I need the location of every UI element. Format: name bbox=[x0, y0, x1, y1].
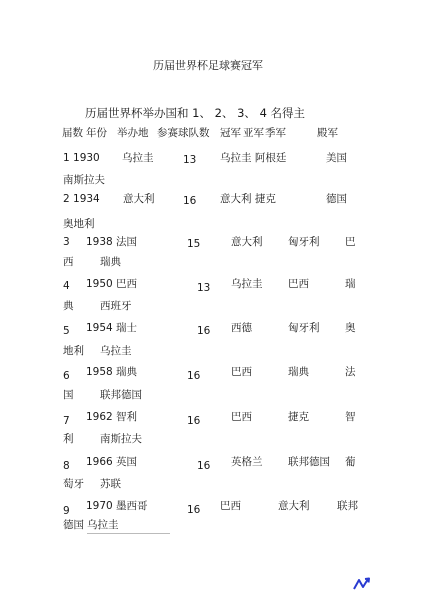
row-runner-up: 意大利 bbox=[278, 500, 310, 512]
row-continuation: 南斯拉夫 bbox=[63, 174, 105, 186]
row-year-host: 1966 英国 bbox=[86, 456, 138, 468]
row-third-part: 法 bbox=[345, 366, 356, 378]
row-edition: 4 bbox=[63, 280, 70, 292]
row-host: 意大利 bbox=[123, 193, 155, 205]
row-third: 美国 bbox=[326, 152, 347, 164]
text-underline bbox=[87, 533, 170, 534]
row-third-part: 联邦 bbox=[337, 500, 358, 512]
row-edition: 3 bbox=[63, 236, 70, 248]
row-continuation: 奥地利 bbox=[63, 218, 95, 230]
document-title: 历届世界杯足球赛冠军 bbox=[153, 59, 263, 72]
row-fourth: 苏联 bbox=[100, 478, 121, 490]
document-subtitle: 历届世界杯举办国和 1、 2、 3、 4 名得主 bbox=[85, 106, 306, 120]
row-teams: 15 bbox=[187, 238, 201, 250]
header-runner-up: 亚军 bbox=[243, 127, 264, 139]
row-year-host: 1938 法国 bbox=[86, 236, 138, 248]
row-runner-up: 匈牙利 bbox=[288, 322, 320, 334]
row-teams: 16 bbox=[187, 415, 201, 427]
row-third-part: 奥 bbox=[345, 322, 356, 334]
row-fourth: 乌拉圭 bbox=[100, 345, 132, 357]
row-champion: 西德 bbox=[231, 322, 252, 334]
header-fourth: 殿军 bbox=[317, 127, 338, 139]
row-third-part: 智 bbox=[345, 411, 356, 423]
row-runner-up: 捷克 bbox=[288, 411, 309, 423]
row-teams: 16 bbox=[183, 195, 197, 207]
row-edition-year: 2 1934 bbox=[63, 193, 100, 205]
row-year-host: 1962 智利 bbox=[86, 411, 138, 423]
row-year-host: 1954 瑞士 bbox=[86, 322, 138, 334]
row-champion: 巴西 bbox=[231, 366, 252, 378]
row-edition: 5 bbox=[63, 325, 70, 337]
row-year-host: 1950 巴西 bbox=[86, 278, 138, 290]
row-teams: 16 bbox=[197, 460, 211, 472]
row-third-rest: 国 bbox=[63, 389, 74, 401]
row-third-rest: 利 bbox=[63, 433, 74, 445]
row-third-rest: 德国 bbox=[63, 519, 84, 531]
row-year-host: 1958 瑞典 bbox=[86, 366, 138, 378]
row-fourth: 联邦德国 bbox=[100, 389, 142, 401]
header-third: 季军 bbox=[265, 127, 286, 139]
row-third-part: 瑞 bbox=[345, 278, 356, 290]
row-winners: 乌拉圭 阿根廷 bbox=[220, 152, 287, 164]
row-host: 乌拉圭 bbox=[122, 152, 154, 164]
row-third: 德国 bbox=[326, 193, 347, 205]
row-fourth: 乌拉圭 bbox=[87, 519, 119, 531]
row-fourth: 瑞典 bbox=[100, 256, 121, 268]
row-runner-up: 瑞典 bbox=[288, 366, 309, 378]
row-edition: 6 bbox=[63, 370, 70, 382]
row-teams: 13 bbox=[197, 282, 211, 294]
row-third-rest: 萄牙 bbox=[63, 478, 84, 490]
row-runner-up: 联邦德国 bbox=[288, 456, 330, 468]
row-winners: 意大利 捷克 bbox=[220, 193, 276, 205]
row-teams: 13 bbox=[183, 154, 197, 166]
row-champion: 巴西 bbox=[220, 500, 241, 512]
row-third-rest: 典 bbox=[63, 300, 74, 312]
row-edition: 7 bbox=[63, 415, 70, 427]
header-host: 举办地 bbox=[117, 127, 149, 139]
row-teams: 16 bbox=[197, 325, 211, 337]
row-champion: 乌拉圭 bbox=[231, 278, 263, 290]
row-third-rest: 地利 bbox=[63, 345, 84, 357]
row-third-part: 巴 bbox=[345, 236, 356, 248]
row-edition: 8 bbox=[63, 460, 70, 472]
header-edition: 届数 bbox=[62, 127, 83, 139]
row-fourth: 西班牙 bbox=[100, 300, 132, 312]
row-third-part: 葡 bbox=[345, 456, 356, 468]
row-runner-up: 匈牙利 bbox=[288, 236, 320, 248]
row-year-host: 1970 墨西哥 bbox=[86, 500, 148, 512]
row-champion: 英格兰 bbox=[231, 456, 263, 468]
row-champion: 巴西 bbox=[231, 411, 252, 423]
row-edition-year: 1 1930 bbox=[63, 152, 100, 164]
row-edition: 9 bbox=[63, 505, 70, 517]
watermark-logo-icon bbox=[353, 577, 373, 591]
header-teams: 参赛球队数 bbox=[157, 127, 210, 139]
header-champion: 冠军 bbox=[220, 127, 241, 139]
row-champion: 意大利 bbox=[231, 236, 263, 248]
row-third-rest: 西 bbox=[63, 256, 74, 268]
header-year: 年份 bbox=[86, 127, 107, 139]
row-fourth: 南斯拉夫 bbox=[100, 433, 142, 445]
row-teams: 16 bbox=[187, 504, 201, 516]
row-runner-up: 巴西 bbox=[288, 278, 309, 290]
row-teams: 16 bbox=[187, 370, 201, 382]
